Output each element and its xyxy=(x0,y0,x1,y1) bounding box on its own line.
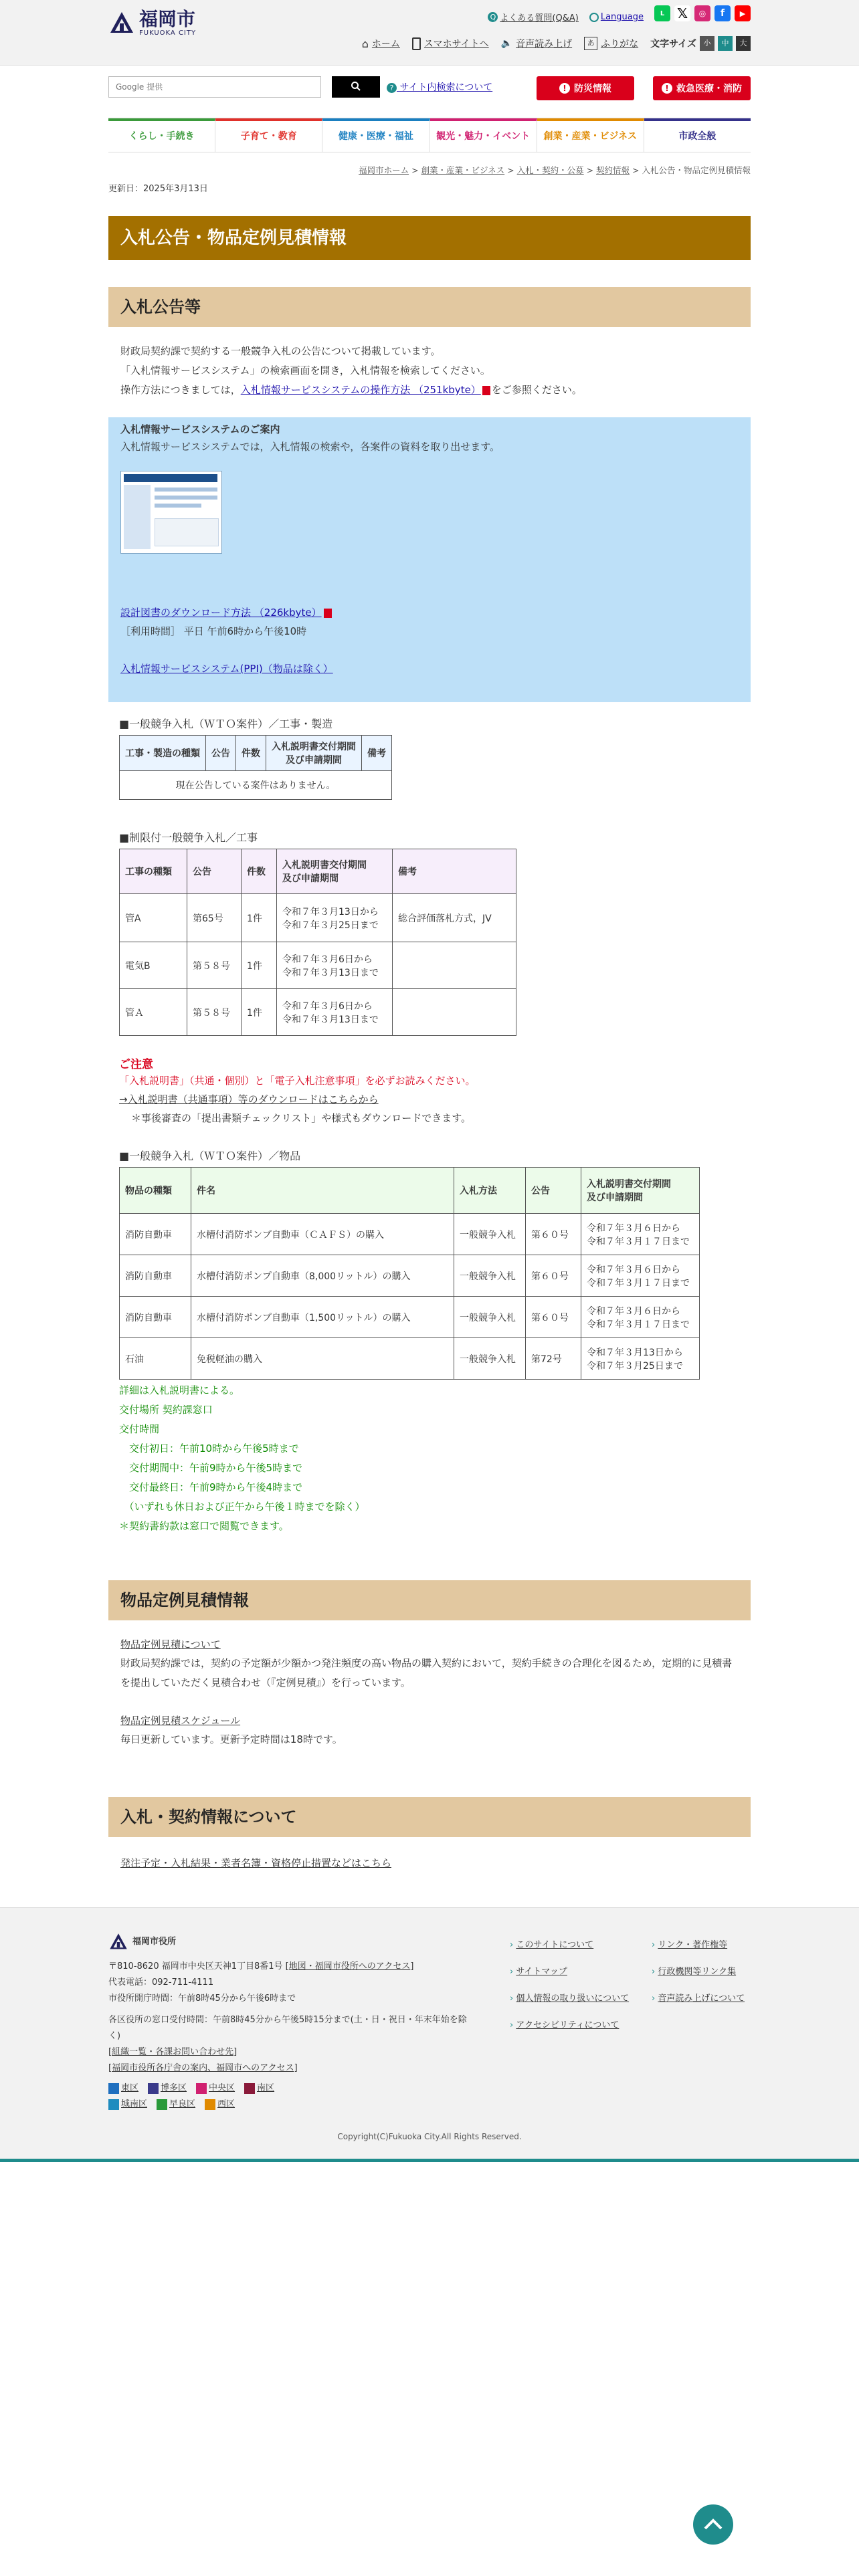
table-header: 公告 xyxy=(206,736,236,771)
font-size-small-button[interactable]: 小 xyxy=(700,36,714,51)
section-heading-bidding: 入札公告等 xyxy=(108,287,751,327)
breadcrumb-bidding[interactable]: 入札・契約・公募 xyxy=(516,165,584,175)
globe-icon xyxy=(589,13,599,22)
ward-icon xyxy=(108,2083,119,2094)
font-size-medium-button[interactable]: 中 xyxy=(718,36,733,51)
voice-reading-link[interactable] xyxy=(501,37,572,50)
table-cell: 一般競争入札 xyxy=(454,1297,526,1338)
font-size-label: 文字サイズ xyxy=(650,39,696,49)
table-row xyxy=(120,989,516,1036)
footer-hours: 市役所開庁時間：午前8時45分から午後6時まで xyxy=(108,1994,296,2004)
table-header: 入札説明書交付期間 及び申請期間 xyxy=(581,1168,700,1214)
ward-label: 東区 xyxy=(121,2083,139,2093)
search-button[interactable] xyxy=(332,76,380,98)
table-cell: 水槽付消防ポンプ自動車（1,500リットル）の購入 xyxy=(191,1297,454,1338)
table-cell: 第５８号 xyxy=(187,942,242,989)
green-note: ＊契約書約款は窓口で閲覧できます。 xyxy=(119,1520,289,1532)
green-note: 交付場所 契約課窓口 xyxy=(119,1404,213,1416)
ward-link-hakata[interactable] xyxy=(148,2080,187,2097)
table-header: 備考 xyxy=(362,736,392,771)
table-cell: 令和７年３月６日から 令和７年３月１７日まで xyxy=(581,1297,700,1338)
chevron-right-icon: › xyxy=(510,1994,514,2004)
table-empty-message: 現在公告している案件はありません。 xyxy=(120,771,392,800)
green-note: 交付初日：午前10時から午後5時まで xyxy=(119,1442,299,1455)
table-cell: 第５８号 xyxy=(187,989,242,1036)
download-guide-row xyxy=(120,603,739,622)
footer-links-col2 xyxy=(652,1932,751,2012)
ward-icon xyxy=(148,2083,159,2094)
green-note: （いずれも休日および正午から午後１時までを除く） xyxy=(119,1501,365,1513)
ppi-system-link[interactable]: 入札情報サービスシステム(PPI)（物品は除く） xyxy=(120,663,333,675)
social-links xyxy=(654,5,751,21)
ward-label: 早良区 xyxy=(169,2099,196,2109)
chevron-right-icon: › xyxy=(510,1967,514,1977)
table-row xyxy=(120,894,516,942)
voice-reading-label: 音声読み上げ xyxy=(516,39,573,49)
help-icon: ? xyxy=(387,83,397,93)
pdf-icon xyxy=(324,609,332,618)
bidding-intro xyxy=(108,327,751,400)
table-header: 公告 xyxy=(187,849,242,894)
table-header: 入札説明書交付期間 及び申請期間 xyxy=(277,849,393,894)
attention-note: ＊事後審査の「提出書類チェックリスト」や様式もダウンロードできます。 xyxy=(131,1112,472,1124)
breadcrumb-home[interactable]: 福岡市ホーム xyxy=(359,165,409,175)
gnav-tourism[interactable]: 観光・魅力・イベント xyxy=(430,118,537,152)
table-cell: 管Ａ xyxy=(120,989,187,1036)
table-cell: 第６０号 xyxy=(526,1255,581,1297)
global-nav xyxy=(108,118,751,152)
pdf-icon xyxy=(482,386,490,395)
top-utility-links xyxy=(488,11,644,23)
home-link[interactable] xyxy=(362,37,400,50)
table-header: 件数 xyxy=(242,849,277,894)
ppi-box-text: 入札情報サービスシステムでは，入札情報の検索や，各案件の資料を取り出せます。 xyxy=(120,441,500,453)
line-icon[interactable]: L xyxy=(654,5,670,21)
smartphone-label: スマホサイトへ xyxy=(423,39,489,49)
regular-quotes-text: 財政局契約課では，契約の予定額が少額かつ発注頻度の高い物品の購入契約において，契約手続きの合理化を図るため，定期的に見積書を提出していただく見積合わせ（『定例見積』）を行っています。 xyxy=(120,1657,733,1689)
furigana-label: ふりがな xyxy=(601,39,639,49)
green-note: 交付期間中：午前9時から午後5時まで xyxy=(119,1462,303,1474)
intro-line-1: 財政局契約課で契約する一般競争入札の公告について掲載しています。 xyxy=(120,345,441,357)
table-header: 入札説明書交付期間 及び申請期間 xyxy=(266,736,362,771)
footer-link-copyright[interactable] xyxy=(652,1932,751,1959)
breadcrumb-contract[interactable]: 契約情報 xyxy=(596,165,630,175)
attention-block xyxy=(119,1055,751,1128)
table-row xyxy=(120,942,516,989)
copyright: Copyright(C)Fukuoka City.All Rights Reserved. xyxy=(337,2132,522,2141)
footer-address xyxy=(108,1959,470,1975)
youtube-icon[interactable]: ▶ xyxy=(735,5,751,21)
table-row xyxy=(120,1297,700,1338)
fukuoka-emblem-icon xyxy=(108,10,135,37)
table-cell: 消防自動車 xyxy=(120,1297,191,1338)
search-input[interactable] xyxy=(108,76,321,98)
search-help-link[interactable] xyxy=(387,80,492,94)
table-cell: 管A xyxy=(120,894,187,942)
table-restricted-construction xyxy=(119,849,516,1036)
green-note: 交付最終日：午前9時から午後4時まで xyxy=(119,1481,303,1493)
language-link[interactable] xyxy=(589,11,644,23)
ward-link-jonan[interactable] xyxy=(108,2097,147,2113)
intro-line-3-pre: 操作方法につきましては， xyxy=(120,384,241,396)
search-row xyxy=(108,66,751,118)
breadcrumb-business[interactable]: 創業・産業・ビジネス xyxy=(421,165,505,175)
ppi-system-thumbnail[interactable] xyxy=(120,471,222,554)
font-size-large-button[interactable]: 大 xyxy=(736,36,751,51)
footer-link-voice[interactable] xyxy=(652,1985,751,2012)
table-cell: 第６０号 xyxy=(526,1297,581,1338)
table-header: 工事の種類 xyxy=(120,849,187,894)
chevron-right-icon: › xyxy=(510,2020,514,2030)
ward-links-row2 xyxy=(108,2097,470,2113)
search-icon xyxy=(351,81,361,92)
table-row xyxy=(120,1338,700,1380)
footer xyxy=(0,1907,859,2159)
chevron-up-icon xyxy=(693,2504,733,2545)
intro-line-2: 「入札情報サービスシステム」の検索画面を開き，入札情報を検索してください。 xyxy=(120,364,490,377)
x-icon[interactable]: 𝕏 xyxy=(674,5,690,21)
ward-icon xyxy=(108,2099,119,2110)
regular-quotes-schedule-link[interactable]: 物品定例見積スケジュール xyxy=(120,1715,241,1727)
table-cell: 水槽付消防ポンプ自動車（8,000リットル）の購入 xyxy=(191,1255,454,1297)
emergency-medical-button[interactable] xyxy=(653,76,751,100)
ppi-link-row xyxy=(120,659,739,678)
table-header: 入札方法 xyxy=(454,1168,526,1214)
gnav-health[interactable]: 健康・医療・福祉 xyxy=(322,118,430,152)
attention-text: 「入札説明書」（共通・個別）と「電子入札注意事項」を必ずお読みください。 xyxy=(119,1075,476,1087)
footer-access-link[interactable]: 地図・福岡市役所へのアクセス xyxy=(288,1961,411,1971)
footer-link-gov-links[interactable] xyxy=(652,1959,751,1985)
table-cell: 令和７年３月６日から 令和７年３月１７日まで xyxy=(581,1255,700,1297)
ward-label: 西区 xyxy=(217,2099,235,2109)
table-title-restricted-construction: ■制限付一般競争入札／工事 xyxy=(119,831,258,844)
table-header: 件数 xyxy=(236,736,266,771)
emergency-medical-label: 救急医療・消防 xyxy=(676,84,742,94)
footer-org-name: 福岡市役所 xyxy=(132,1937,177,1947)
header xyxy=(0,0,859,66)
footer-inquiry-link[interactable]: [組織一覧・各課お問い合わせ先] xyxy=(108,2047,237,2057)
disaster-info-button[interactable] xyxy=(537,76,634,100)
footer-link-sitemap[interactable] xyxy=(510,1959,644,1985)
table-cell: 第６０号 xyxy=(526,1214,581,1255)
footer-address-block xyxy=(108,1959,470,2113)
table-cell xyxy=(393,942,516,989)
table-title-wto-construction: ■一般競争入札（ＷＴＯ案件）／工事・製造 xyxy=(119,718,333,730)
gnav-childcare[interactable]: 子育て・教育 xyxy=(215,118,322,152)
table-cell: 令和７年３月13日から 令和７年３月25日まで xyxy=(277,894,393,942)
table-cell: 1件 xyxy=(242,989,277,1036)
search-help-label: サイト内検索について xyxy=(399,82,493,93)
green-note: 詳細は入札説明書による。 xyxy=(119,1384,240,1396)
gnav-business[interactable]: 創業・産業・ビジネス xyxy=(537,118,644,152)
ward-links-row1 xyxy=(108,2080,470,2097)
section-heading-contract-info: 入札・契約情報について xyxy=(108,1797,751,1837)
table-wto-construction xyxy=(119,735,392,800)
furigana-link[interactable] xyxy=(584,37,638,50)
table-cell: 一般競争入札 xyxy=(454,1338,526,1380)
ward-label: 中央区 xyxy=(209,2083,235,2093)
footer-link-label: アクセシビリティについて xyxy=(516,2020,619,2030)
ward-link-chuo[interactable] xyxy=(196,2080,235,2097)
chevron-right-icon: › xyxy=(652,1940,656,1950)
table-cell: 令和７年３月6日から 令和７年３月13日まで xyxy=(277,989,393,1036)
table-cell: 令和７年３月６日から 令和７年３月１７日まで xyxy=(581,1214,700,1255)
table-cell: 1件 xyxy=(242,894,277,942)
issuance-notes xyxy=(119,1381,751,1536)
table-cell: 第65号 xyxy=(187,894,242,942)
green-note: 交付時間 xyxy=(119,1423,160,1435)
breadcrumb-current: 入札公告・物品定例見積情報 xyxy=(642,165,751,175)
footer-link-privacy[interactable] xyxy=(510,1985,644,2012)
table-cell: 石油 xyxy=(120,1338,191,1380)
ppi-box-heading: 入札情報サービスシステムのご案内 xyxy=(120,423,280,435)
fukuoka-emblem-icon xyxy=(108,1932,128,1952)
footer-guide-link[interactable]: [福岡市役所各庁舎の案内、福岡市へのアクセス] xyxy=(108,2063,298,2073)
table-cell: 一般競争入札 xyxy=(454,1214,526,1255)
table-header: 備考 xyxy=(393,849,516,894)
footer-link-label: 音声読み上げについて xyxy=(658,1994,745,2004)
intro-line-3-post: をご参照ください。 xyxy=(491,384,582,396)
footer-link-accessibility[interactable] xyxy=(510,2012,644,2039)
table-cell: 令和７年３月6日から 令和７年３月13日まで xyxy=(277,942,393,989)
footer-link-label: リンク・著作権等 xyxy=(658,1940,728,1950)
furigana-icon: あ xyxy=(584,37,597,50)
faq-label: よくある質問(Q&A) xyxy=(500,13,579,23)
section-heading-regular-quotes: 物品定例見積情報 xyxy=(108,1580,751,1620)
table-cell: 一般競争入札 xyxy=(454,1255,526,1297)
table-cell: 第72号 xyxy=(526,1338,581,1380)
table-header: 工事・製造の種類 xyxy=(120,736,206,771)
table-cell: 消防自動車 xyxy=(120,1214,191,1255)
ward-link-nishi[interactable] xyxy=(205,2097,235,2113)
disaster-info-label: 防災情報 xyxy=(574,84,611,94)
footer-links-col1 xyxy=(510,1932,644,2039)
logo-text-ja: 福岡市 xyxy=(139,8,196,30)
instagram-icon[interactable]: ◎ xyxy=(694,5,710,21)
ward-icon xyxy=(157,2099,167,2110)
table-cell: 電気B xyxy=(120,942,187,989)
regular-quotes-body xyxy=(108,1620,751,1749)
intro-line-3 xyxy=(108,381,751,400)
footer-link-label: 個人情報の取り扱いについて xyxy=(516,1994,630,2004)
home-icon: ⌂ xyxy=(361,37,369,50)
breadcrumb: 福岡市ホーム > 創業・産業・ビジネス > 入札・契約・公募 > 契約情報 > 入札公告・物品定例見積情報 xyxy=(359,165,751,175)
table-title-wto-goods: ■一般競争入札（ＷＴＯ案件）／物品 xyxy=(119,1150,301,1162)
table-cell: 免税軽油の購入 xyxy=(191,1338,454,1380)
table-cell: 1件 xyxy=(242,942,277,989)
table-header: 公告 xyxy=(526,1168,581,1214)
table-cell: 消防自動車 xyxy=(120,1255,191,1297)
table-header: 件名 xyxy=(191,1168,454,1214)
schedule-update-text: 毎日更新しています。更新予定時間は18時です。 xyxy=(120,1733,343,1745)
language-label: Language xyxy=(600,12,644,22)
alert-icon: ! xyxy=(559,83,570,94)
chevron-right-icon: › xyxy=(652,1967,656,1977)
table-header: 物品の種類 xyxy=(120,1168,191,1214)
ward-link-minami[interactable] xyxy=(244,2080,274,2097)
ppi-hours: ［利用時間］ 平日 午前6時から午後10時 xyxy=(120,625,307,637)
footer-link-label: 行政機関等リンク集 xyxy=(658,1967,737,1977)
common-docs-download-link[interactable]: →入札説明書（共通事項）等のダウンロードはこちらから xyxy=(119,1093,379,1105)
faq-icon: Q xyxy=(488,12,498,22)
footer-link-label: サイトマップ xyxy=(516,1967,567,1977)
footer-accent-bar xyxy=(0,2159,859,2162)
ward-label: 博多区 xyxy=(161,2083,187,2093)
footer-ward-hours: 各区役所の窓口受付時間：午前8時45分から午後5時15分まで(土・日・祝日・年末年始を除く) xyxy=(108,2015,467,2041)
speaker-icon: 🔈 xyxy=(500,38,513,49)
page-title: 入札公告・物品定例見積情報 xyxy=(108,216,751,260)
gnav-city-admin[interactable]: 市政全般 xyxy=(644,118,751,152)
main-utility-links xyxy=(362,36,751,51)
regular-quotes-link[interactable]: 物品定例見積について xyxy=(120,1638,221,1650)
contract-info-link[interactable]: 発注予定・入札結果・業者名簿・資格停止措置などはこちら xyxy=(120,1857,392,1869)
ward-icon xyxy=(196,2083,207,2094)
table-wto-goods xyxy=(119,1167,700,1380)
ward-icon xyxy=(205,2099,215,2110)
footer-org xyxy=(108,1932,176,1952)
footer-link-label: このサイトについて xyxy=(516,1940,594,1950)
attention-heading: ご注意 xyxy=(119,1058,153,1071)
contract-info-body xyxy=(108,1837,751,1870)
ward-label: 城南区 xyxy=(121,2099,148,2109)
smartphone-icon xyxy=(412,37,421,50)
faq-link[interactable] xyxy=(488,11,578,23)
ward-link-higashi[interactable] xyxy=(108,2080,138,2097)
gnav-living[interactable]: くらし・手続き xyxy=(108,118,215,152)
footer-address-text: 〒810-8620 福岡市中央区天神1丁目8番1号 [ xyxy=(108,1961,289,1971)
logo-text-en: FUKUOKA CITY xyxy=(139,29,197,37)
smartphone-link[interactable] xyxy=(412,37,489,50)
table-cell xyxy=(393,989,516,1036)
ward-link-sawara[interactable] xyxy=(157,2097,195,2113)
font-size-control xyxy=(650,36,751,51)
site-logo[interactable] xyxy=(108,9,196,37)
table-cell: 水槽付消防ポンプ自動車（ＣＡＦＳ）の購入 xyxy=(191,1214,454,1255)
table-row xyxy=(120,1255,700,1297)
chevron-right-icon: › xyxy=(652,1994,656,2004)
update-date: 更新日：2025年3月13日 xyxy=(108,184,208,194)
facebook-icon[interactable]: f xyxy=(714,5,731,21)
alert-icon: ! xyxy=(662,83,672,94)
ppi-info-box xyxy=(108,417,751,702)
footer-tel: 代表電話：092-711-4111 xyxy=(108,1977,214,1988)
design-download-link[interactable]: 設計図書のダウンロード方法 （226kbyte） xyxy=(120,607,322,619)
footer-address-end: ] xyxy=(410,1961,414,1971)
ward-label: 南区 xyxy=(257,2083,275,2093)
chevron-right-icon: › xyxy=(510,1940,514,1950)
footer-link-about[interactable] xyxy=(510,1932,644,1959)
table-row xyxy=(120,1214,700,1255)
ward-icon xyxy=(244,2083,255,2094)
operation-manual-link[interactable]: 入札情報サービスシステムの操作方法 （251kbyte） xyxy=(240,384,481,396)
table-cell: 総合評価落札方式，JV xyxy=(393,894,516,942)
table-cell: 令和７年３月13日から 令和７年３月25日まで xyxy=(581,1338,700,1380)
home-label: ホーム xyxy=(371,39,400,49)
page-top-button[interactable] xyxy=(693,2504,733,2545)
